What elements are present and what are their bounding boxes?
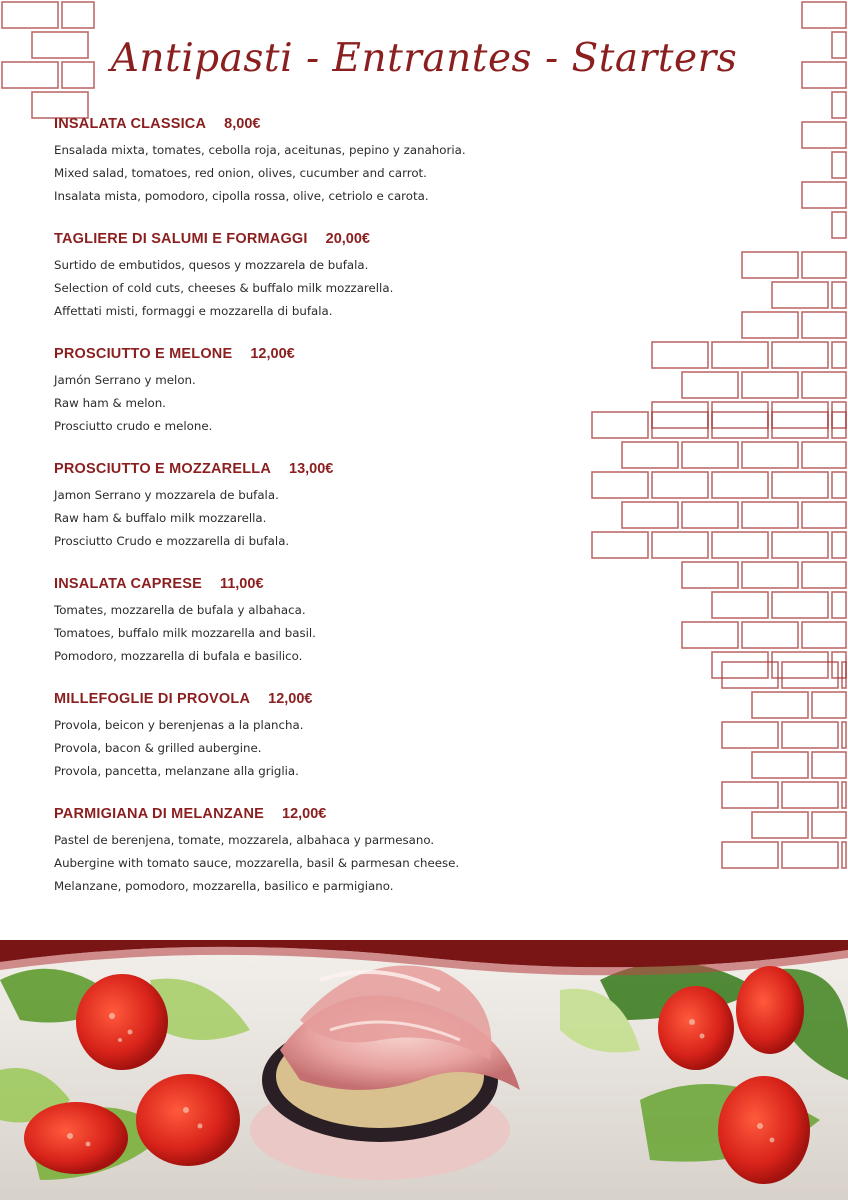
brick <box>772 592 828 618</box>
brick <box>772 342 828 368</box>
brick <box>802 312 846 338</box>
item-price: 12,00€ <box>282 806 327 822</box>
brick <box>62 2 94 28</box>
brick <box>712 592 768 618</box>
brick <box>802 442 846 468</box>
brick <box>842 842 846 868</box>
brick <box>772 282 828 308</box>
brick <box>842 662 846 688</box>
menu-item <box>54 346 614 438</box>
brick <box>802 622 846 648</box>
item-name: PROSCIUTTO E MOZZARELLA <box>54 461 271 477</box>
item-description-it: Insalata mista, pomodoro, cipolla rossa, olive, cetriolo e carota. <box>54 189 429 203</box>
item-description-en: Selection of cold cuts, cheeses & buffalo milk mozzarella. <box>54 281 394 295</box>
item-description-it: Provola, pancetta, melanzane alla griglia. <box>54 764 299 778</box>
brick <box>742 442 798 468</box>
item-description-en: Tomatoes, buffalo milk mozzarella and basil. <box>54 626 316 640</box>
item-description-es: Surtido de embutidos, quesos y mozzarela de bufala. <box>54 258 369 272</box>
brick <box>742 622 798 648</box>
brick <box>722 782 778 808</box>
item-description-it: Affettati misti, formaggi e mozzarella di bufala. <box>54 304 333 318</box>
menu-item <box>54 116 614 208</box>
item-description-es: Jamon Serrano y mozzarela de bufala. <box>54 488 279 502</box>
brick <box>712 472 768 498</box>
brick <box>802 182 846 208</box>
brick <box>742 252 798 278</box>
item-description-en: Raw ham & buffalo milk mozzarella. <box>54 511 267 525</box>
brick <box>832 592 846 618</box>
brick <box>652 472 708 498</box>
brick <box>682 442 738 468</box>
brick <box>832 212 846 238</box>
item-price: 12,00€ <box>268 691 313 707</box>
brick <box>752 812 808 838</box>
brick <box>652 412 708 438</box>
brick <box>782 782 838 808</box>
item-description-it: Melanzane, pomodoro, mozzarella, basilico e parmigiano. <box>54 879 394 893</box>
brick <box>652 342 708 368</box>
page-title: Antipasti - Entrantes - Starters <box>110 36 738 81</box>
brick <box>772 402 828 428</box>
menu-item <box>54 231 614 323</box>
brick <box>652 402 708 428</box>
brick <box>832 92 846 118</box>
brick <box>712 342 768 368</box>
item-name: TAGLIERE DI SALUMI E FORMAGGI <box>54 231 308 247</box>
brick <box>802 252 846 278</box>
item-description-en: Aubergine with tomato sauce, mozzarella, basil & parmesan cheese. <box>54 856 460 870</box>
brick <box>682 502 738 528</box>
brick <box>772 652 828 678</box>
brick <box>812 692 846 718</box>
brick <box>622 502 678 528</box>
brick <box>832 472 846 498</box>
brick <box>832 412 846 438</box>
item-description-en: Mixed salad, tomatoes, red onion, olives, cucumber and carrot. <box>54 166 427 180</box>
brick <box>752 692 808 718</box>
brick <box>812 812 846 838</box>
brick <box>842 782 846 808</box>
brick <box>832 652 846 678</box>
brick <box>722 722 778 748</box>
item-price: 13,00€ <box>289 461 334 477</box>
brick <box>802 2 846 28</box>
menu-item <box>54 691 614 783</box>
brick <box>832 532 846 558</box>
item-description-it: Prosciutto crudo e melone. <box>54 419 213 433</box>
brick <box>772 472 828 498</box>
brick <box>782 722 838 748</box>
item-name: PROSCIUTTO E MELONE <box>54 346 233 362</box>
brick <box>712 412 768 438</box>
brick <box>742 372 798 398</box>
brick <box>682 562 738 588</box>
brick <box>832 282 846 308</box>
brick <box>752 752 808 778</box>
item-description-es: Pastel de berenjena, tomate, mozzarela, albahaca y parmesano. <box>54 833 435 847</box>
brick <box>682 622 738 648</box>
menu-item <box>54 576 614 668</box>
menu-item <box>54 461 614 553</box>
item-description-en: Raw ham & melon. <box>54 396 166 410</box>
item-description-en: Provola, bacon & grilled aubergine. <box>54 741 262 755</box>
menu-item <box>54 806 614 898</box>
brick <box>712 652 768 678</box>
food-photo <box>0 940 848 1200</box>
brick <box>782 842 838 868</box>
brick <box>772 412 828 438</box>
brick <box>802 372 846 398</box>
item-name: INSALATA CAPRESE <box>54 576 202 592</box>
item-description-es: Tomates, mozzarella de bufala y albahaca. <box>54 603 306 617</box>
brick <box>832 152 846 178</box>
brick <box>802 562 846 588</box>
item-description-es: Ensalada mixta, tomates, cebolla roja, aceitunas, pepino y zanahoria. <box>54 143 466 157</box>
item-description-es: Provola, beicon y berenjenas a la plancha. <box>54 718 304 732</box>
brick <box>652 532 708 558</box>
brick <box>772 532 828 558</box>
brick <box>722 842 778 868</box>
brick <box>712 402 768 428</box>
item-description-it: Pomodoro, mozzarella di bufala e basilico. <box>54 649 303 663</box>
brick <box>712 532 768 558</box>
brick <box>622 442 678 468</box>
item-price: 12,00€ <box>250 346 295 362</box>
brick <box>2 2 58 28</box>
brick <box>32 92 88 118</box>
brick <box>782 662 838 688</box>
brick <box>742 562 798 588</box>
item-price: 8,00€ <box>224 116 261 132</box>
brick <box>802 502 846 528</box>
brick <box>832 402 846 428</box>
item-name: MILLEFOGLIE DI PROVOLA <box>54 691 251 707</box>
item-name: PARMIGIANA DI MELANZANE <box>54 806 265 822</box>
item-description-es: Jamón Serrano y melon. <box>54 373 196 387</box>
brick <box>742 502 798 528</box>
brick <box>682 372 738 398</box>
brick <box>832 342 846 368</box>
brick <box>812 752 846 778</box>
brick <box>802 122 846 148</box>
item-name: INSALATA CLASSICA <box>54 116 207 132</box>
brick <box>742 312 798 338</box>
brick <box>722 662 778 688</box>
item-price: 20,00€ <box>325 231 370 247</box>
item-description-it: Prosciutto Crudo e mozzarella di bufala. <box>54 534 290 548</box>
brick <box>842 722 846 748</box>
item-price: 11,00€ <box>219 576 264 592</box>
